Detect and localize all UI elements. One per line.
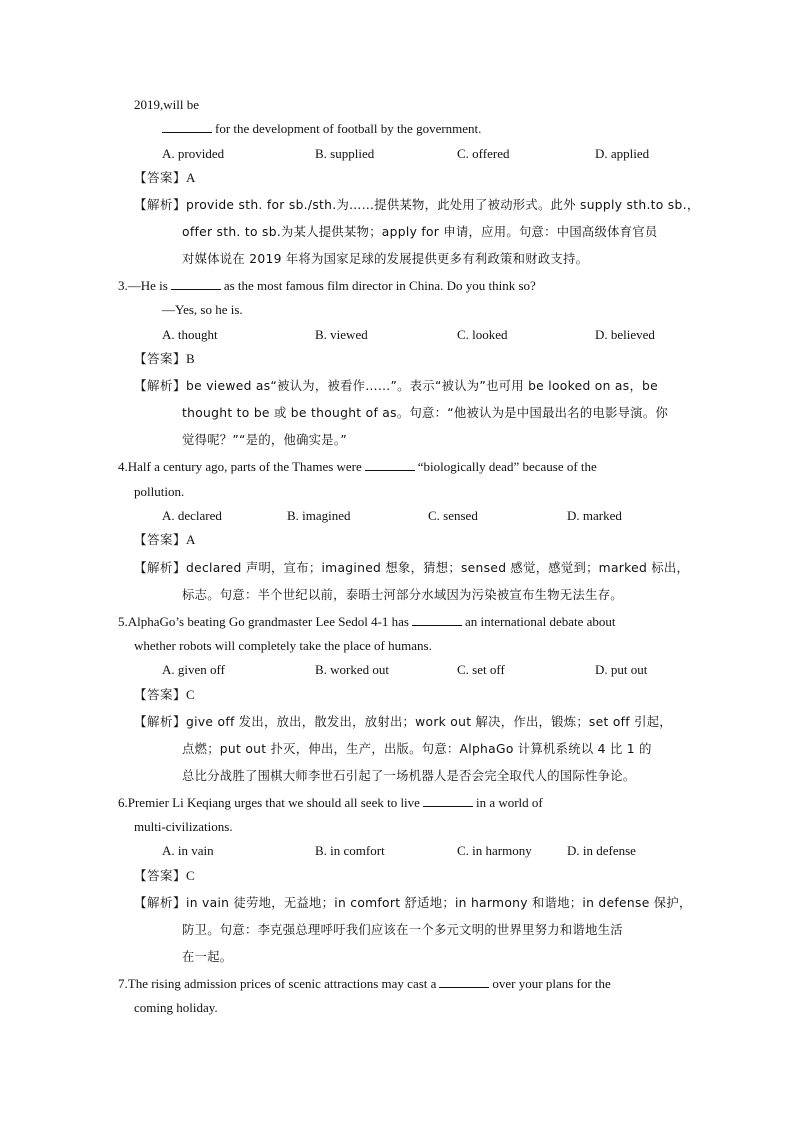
q6-option-c: C. in harmony — [457, 843, 532, 858]
answer-blank — [171, 278, 221, 290]
q3-answer: 【答案】B — [134, 351, 195, 366]
q3-analysis-line2: thought to be 或 be thought of as。句意：“他被认为是中国最出名的电影导演。你 — [182, 406, 669, 420]
q2-analysis-line1: 【解析】provide sth. for sb./sth.为……提供某物，此处用了被动形式。此外 supply sth.to sb.， — [134, 197, 700, 212]
q3-option-a: A. thought — [162, 327, 218, 342]
q3-reply: —Yes, so he is. — [162, 302, 243, 317]
q5-stem-line2: whether robots will completely take the place of humans. — [134, 638, 432, 653]
q3-option-c: C. looked — [457, 327, 508, 342]
q4-option-a: A. declared — [162, 508, 222, 523]
q4-answer: 【答案】A — [134, 532, 196, 547]
answer-blank — [439, 976, 489, 988]
q2-analysis-line3: 对媒体说在 2019 年将为国家足球的发展提供更多有利政策和财政支持。 — [182, 252, 589, 266]
q2-option-b: B. supplied — [315, 146, 375, 161]
q2-analysis-line2: offer sth. to sb.为某人提供某物；apply for 申请，应用。句意：中国高级体育官员 — [182, 225, 658, 239]
q6-analysis-line1: 【解析】in vain 徒劳地，无益地；in comfort 舒适地；in harmony 和谐地；in defense 保护， — [134, 895, 692, 910]
q4-option-c: C. sensed — [428, 508, 478, 523]
q6-answer: 【答案】C — [134, 868, 195, 883]
q4-option-b: B. imagined — [287, 508, 351, 523]
q5-analysis-line3: 总比分战胜了围棋大师李世石引起了一场机器人是否会完全取代人的国际性争论。 — [182, 769, 636, 783]
answer-blank — [162, 121, 212, 133]
q6-analysis-line2: 防卫。句意：李克强总理呼吁我们应该在一个多元文明的世界里努力和谐地生活 — [182, 923, 623, 937]
q4-stem-line2: pollution. — [134, 484, 185, 499]
q5-analysis-line2: 点燃；put out 扑灭，伸出，生产，出版。句意：AlphaGo 计算机系统以 4 比 1 的 — [182, 742, 652, 756]
answer-blank — [365, 459, 415, 471]
q3-analysis-line1: 【解析】be viewed as“被认为，被看作……”。表示“被认为”也可用 be looked on as，be — [134, 378, 659, 393]
q5-answer: 【答案】C — [134, 687, 195, 702]
q2-stem-line1: 2019,will be — [134, 97, 199, 112]
q4-analysis-line2: 标志。句意：半个世纪以前，泰晤士河部分水域因为污染被宣布生物无法生存。 — [182, 588, 623, 602]
q5-option-b: B. worked out — [315, 662, 390, 677]
answer-blank — [412, 614, 462, 626]
q5-option-d: D. put out — [595, 662, 648, 677]
q2-option-d: D. applied — [595, 146, 650, 161]
q4-option-d: D. marked — [567, 508, 622, 523]
q5-analysis-line1: 【解析】give off 发出，放出，散发出，放射出；work out 解决，作出，锻炼；set off 引起， — [134, 714, 672, 729]
q3-analysis-line3: 觉得呢？”“是的，他确实是。” — [182, 433, 348, 447]
q6-stem-line2: multi-civilizations. — [134, 819, 233, 834]
q6-stem-line1: 6.Premier Li Keqiang urges that we should all seek to live in a world of — [118, 795, 543, 810]
q3-stem-line1: 3.—He is as the most famous film director in China. Do you think so? — [118, 278, 536, 293]
q7-stem-line2: coming holiday. — [134, 1000, 218, 1015]
q4-stem-line1: 4.Half a century ago, parts of the Thames were “biologically dead” because of the — [118, 459, 597, 474]
q3-option-d: D. believed — [595, 327, 655, 342]
q2-option-c: C. offered — [457, 146, 510, 161]
q5-option-c: C. set off — [457, 662, 505, 677]
q2-option-a: A. provided — [162, 146, 225, 161]
q6-option-a: A. in vain — [162, 843, 214, 858]
q4-analysis-line1: 【解析】declared 声明，宣布；imagined 想象，猜想；sensed 感觉，感觉到；marked 标出， — [134, 560, 690, 575]
q2-answer: 【答案】A — [134, 170, 196, 185]
answer-blank — [423, 795, 473, 807]
q6-option-b: B. in comfort — [315, 843, 385, 858]
q5-stem-line1: 5.AlphaGo’s beating Go grandmaster Lee Sedol 4-1 has an international debate about — [118, 614, 616, 629]
q6-option-d: D. in defense — [567, 843, 636, 858]
q2-stem-line2: for the development of football by the government. — [162, 120, 481, 138]
q5-option-a: A. given off — [162, 662, 225, 677]
q7-stem-line1: 7.The rising admission prices of scenic attractions may cast a over your plans for the — [118, 976, 611, 991]
q3-option-b: B. viewed — [315, 327, 368, 342]
q6-analysis-line3: 在一起。 — [182, 950, 233, 964]
